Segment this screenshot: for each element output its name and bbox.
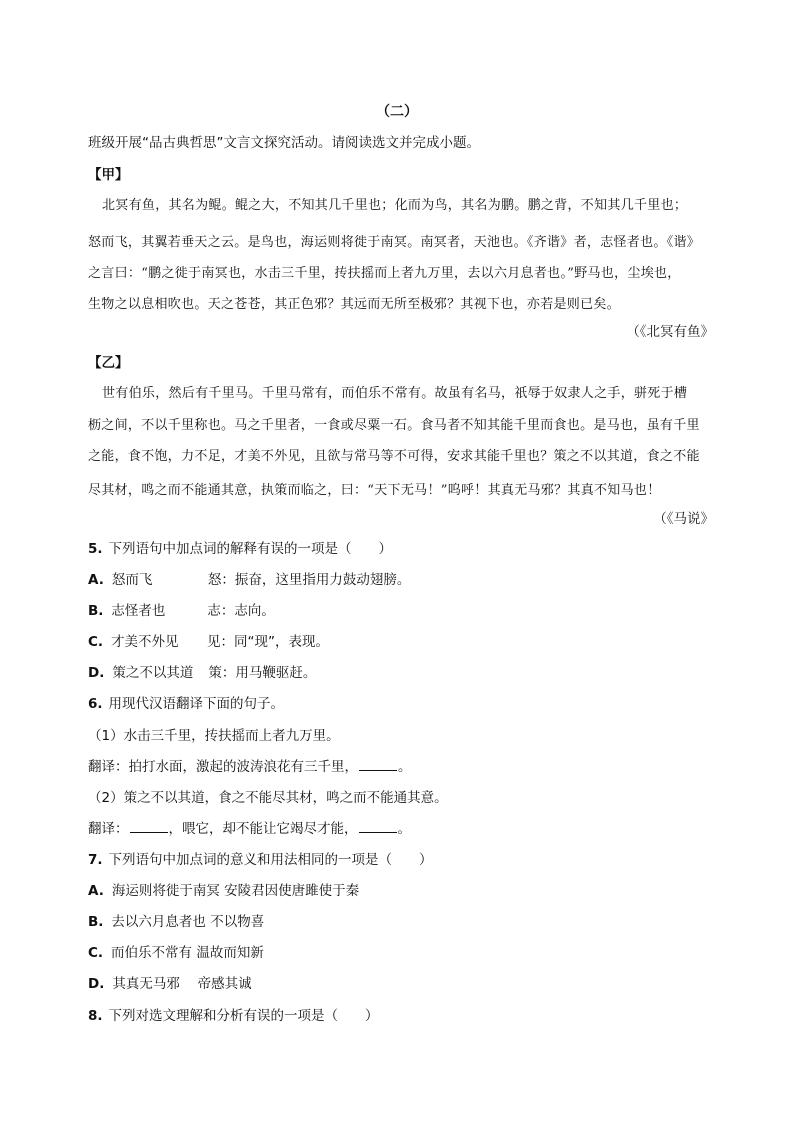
option-letter: C.	[88, 634, 104, 650]
option-letter: C.	[88, 945, 104, 961]
translation-text: ，喂它，却不能让它竭尽才能，	[168, 821, 358, 837]
option-letter: B.	[88, 603, 104, 619]
option-text: 海运则将徙于南冥 安陵君因使唐雎使于秦	[111, 883, 360, 899]
option-phrase: 怒而飞	[111, 572, 153, 588]
question-number: 6.	[88, 696, 103, 712]
option-phrase: 才美不外见	[111, 634, 179, 650]
option-gloss: 怒：振奋，这里指用力鼓动翅膀。	[207, 572, 411, 588]
q6-translation-2	[88, 819, 411, 839]
option-phrase: 策之不以其道	[112, 665, 194, 681]
passage-jia-line: 之言曰：“鹏之徙于南冥也，水击三千里，抟扶摇而上者九万里，去以六月息者也。”野马也，尘埃也，	[88, 266, 681, 281]
option-letter: B.	[88, 914, 104, 930]
q5-option-b[interactable]	[88, 601, 275, 621]
question-8	[88, 1006, 379, 1026]
question-number: 8.	[88, 1008, 103, 1024]
option-phrase: 志怪者也	[111, 603, 166, 619]
passage-yi-source: （《马说》	[653, 511, 714, 527]
answer-blank[interactable]	[130, 820, 168, 833]
question-number: 5.	[88, 541, 103, 557]
question-7	[88, 850, 433, 870]
passage-jia-source: （《北冥有鱼》	[626, 324, 714, 340]
passage-yi-line: 世有伯乐，然后有千里马。千里马常有，而伯乐不常有。故虽有名马，祇辱于奴隶人之手，骈死于槽	[102, 386, 688, 401]
passage-yi-line: 尽其材，鸣之而不能通其意，执策而临之，曰：“天下无马！”呜呼！其真无马邪？其真不知马也！	[88, 483, 661, 498]
q6-translation-1	[88, 757, 412, 777]
passage-jia-line: 生物之以息相吹也。天之苍苍，其正色邪？其远而无所至极邪？其视下也，亦若是则已矣。	[88, 297, 621, 312]
option-gloss: 策：用马鞭驱赶。	[208, 665, 317, 681]
question-5	[88, 539, 392, 559]
q6-sentence-1: （1）水击三千里，抟扶摇而上者九万里。	[88, 728, 340, 744]
q7-option-c[interactable]	[88, 943, 264, 963]
question-stem: 用现代汉语翻译下面的句子。	[108, 696, 285, 712]
passage-jia-label: 【甲】	[88, 167, 129, 183]
option-letter: A.	[88, 883, 104, 899]
translation-text: 。	[398, 759, 412, 775]
option-text: 而伯乐不常有 温故而知新	[111, 945, 264, 961]
translation-text: 。	[397, 821, 411, 837]
intro-text: 班级开展“品古典哲思”文言文探究活动。请阅读选文并完成小题。	[88, 135, 480, 151]
option-text: 其真无马邪 帝感其诚	[112, 976, 252, 992]
q7-option-d[interactable]	[88, 974, 252, 994]
answer-blank[interactable]	[359, 820, 397, 833]
passage-yi-line: 之能，食不饱，力不足，才美不外见，且欲与常马等不可得，安求其能千里也？策之不以其道，食之不能	[88, 449, 700, 464]
passage-yi-label: 【乙】	[88, 355, 129, 371]
option-letter: D.	[88, 976, 105, 992]
question-number: 7.	[88, 852, 103, 868]
option-letter: A.	[88, 572, 104, 588]
option-gloss: 见：同“现”，表现。	[207, 634, 330, 650]
translation-text: 翻译：	[88, 821, 129, 837]
section-title: （二）	[376, 104, 418, 120]
question-stem: 下列对选文理解和分析有误的一项是（ ）	[108, 1008, 379, 1024]
option-gloss: 志：志向。	[207, 603, 275, 619]
passage-jia-line: 北冥有鱼，其名为鲲。鲲之大，不知其几千里也；化而为鸟，其名为鹏。鹏之背，不知其几千里也；	[102, 198, 688, 213]
q5-option-a[interactable]	[88, 570, 410, 590]
question-stem: 下列语句中加点词的意义和用法相同的一项是（ ）	[108, 852, 433, 868]
question-stem: 下列语句中加点词的解释有误的一项是（ ）	[108, 541, 393, 557]
q5-option-c[interactable]	[88, 632, 329, 652]
option-text: 去以六月息者也 不以物喜	[111, 914, 265, 930]
question-6	[88, 694, 284, 714]
q5-option-d[interactable]	[88, 663, 316, 683]
q7-option-a[interactable]	[88, 881, 359, 901]
option-letter: D.	[88, 665, 105, 681]
q7-option-b[interactable]	[88, 912, 264, 932]
answer-blank[interactable]	[359, 758, 397, 771]
q6-sentence-2: （2）策之不以其道，食之不能尽其材，鸣之而不能通其意。	[88, 790, 448, 806]
passage-jia-line: 怒而飞，其翼若垂天之云。是鸟也，海运则将徙于南冥。南冥者，天池也。《齐谐》者，志怪者也。《谐》	[88, 235, 701, 250]
translation-text: 翻译：拍打水面，激起的波涛浪花有三千里，	[88, 759, 358, 775]
passage-yi-line: 枥之间，不以千里称也。马之千里者，一食或尽粟一石。食马者不知其能千里而食也。是马也，虽有千里	[88, 418, 700, 433]
